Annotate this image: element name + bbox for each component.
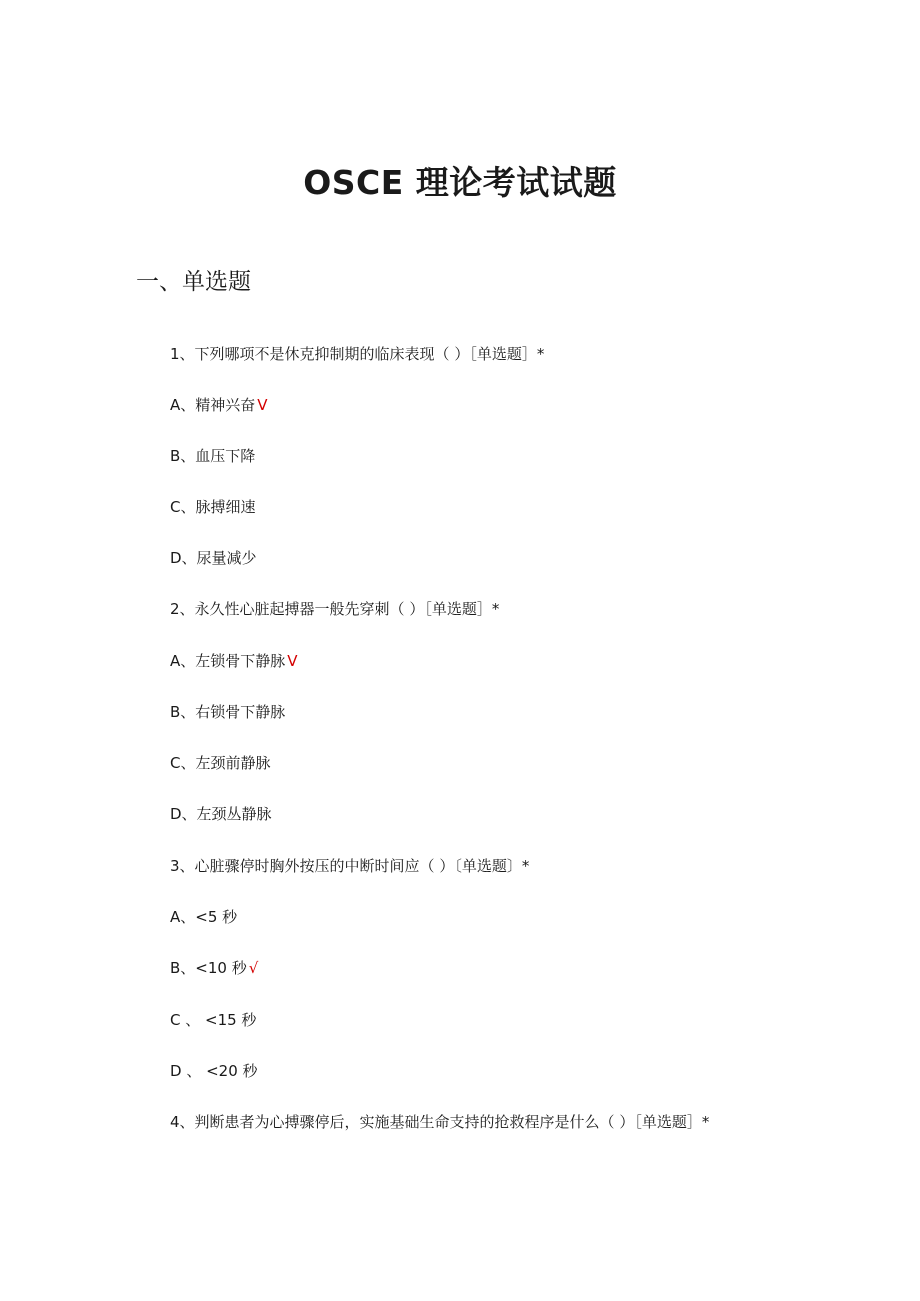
option-item (170, 803, 272, 825)
option-label: A、左锁骨下静脉 (170, 652, 286, 670)
option-item (170, 650, 298, 672)
option-item (170, 1060, 258, 1082)
correct-answer-mark: V (257, 396, 268, 414)
correct-answer-mark: V (287, 652, 298, 670)
option-item (170, 752, 270, 774)
option-item (170, 1009, 256, 1031)
option-item (170, 496, 255, 518)
option-item (170, 701, 285, 723)
option-item (170, 394, 268, 416)
section-heading: 一、单选题 (136, 269, 251, 295)
option-label: B、血压下降 (170, 447, 256, 465)
option-label: D、左颈丛静脉 (170, 805, 272, 823)
option-item (170, 957, 258, 979)
option-item (170, 906, 237, 928)
option-label: D 、 <20 秒 (170, 1062, 258, 1080)
option-label: D、尿量减少 (170, 549, 257, 567)
option-label: A、精神兴奋 (170, 396, 256, 414)
option-label: C、左颈前静脉 (170, 754, 271, 772)
option-item (170, 445, 255, 467)
question-text: 2、永久性心脏起搏器一般先穿刺（ ）［单选题］* (170, 600, 500, 618)
option-label: A、<5 秒 (170, 908, 238, 926)
question-text: 3、心脏骤停时胸外按压的中断时间应（ ）〔单选题〕* (170, 857, 530, 875)
correct-answer-mark: √ (248, 959, 259, 977)
option-label: C、脉搏细速 (170, 498, 256, 516)
option-label: B、<10 秒 (170, 959, 247, 977)
document-title: OSCE 理论考试试题 (303, 163, 617, 202)
option-label: C 、 <15 秒 (170, 1011, 257, 1029)
option-item (170, 547, 257, 569)
question-text: 1、下列哪项不是休克抑制期的临床表现（ ）［单选题］* (170, 345, 545, 363)
question-text: 4、判断患者为心搏骤停后，实施基础生命支持的抢救程序是什么（ ）［单选题］* (170, 1113, 710, 1131)
option-label: B、右锁骨下静脉 (170, 703, 286, 721)
